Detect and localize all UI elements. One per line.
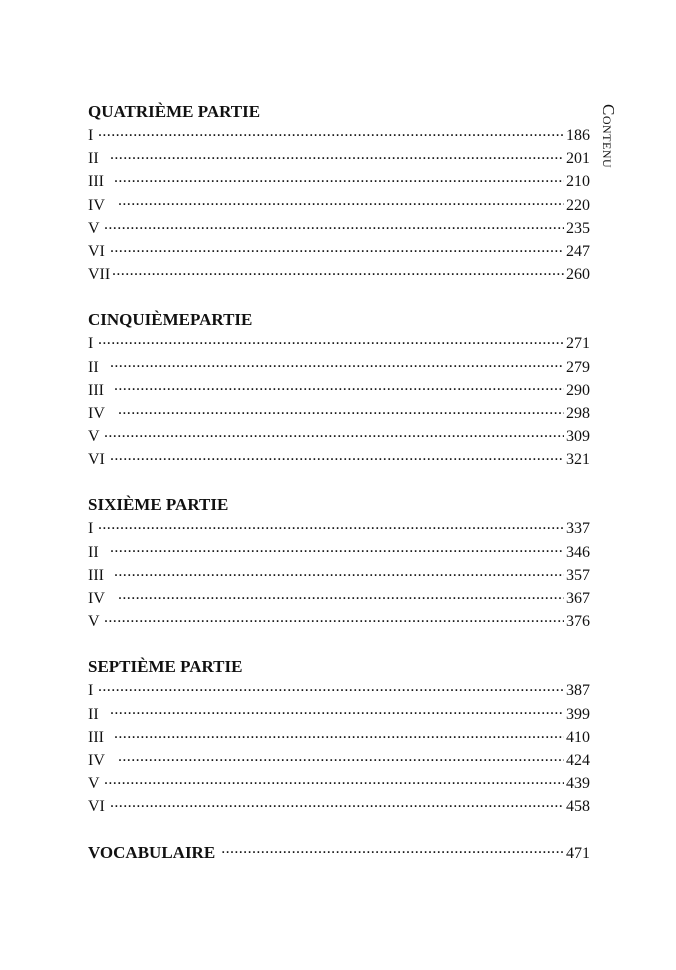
dot-leader: [114, 564, 564, 580]
entry-label: IV: [88, 196, 105, 214]
dot-leader: [98, 517, 564, 533]
toc-entry[interactable]: [88, 240, 590, 263]
entry-page-number: 260: [566, 266, 590, 284]
entry-page-number: 410: [566, 728, 590, 746]
toc-entry[interactable]: [88, 332, 590, 355]
dot-leader: [118, 587, 564, 603]
entry-label: IV: [88, 404, 105, 422]
entry-page-number: 247: [566, 242, 590, 260]
dot-leader: [104, 217, 564, 233]
dot-leader: [118, 749, 564, 765]
dot-leader: [110, 795, 564, 811]
toc-section-septieme: [88, 655, 590, 818]
entry-label: V: [88, 613, 100, 631]
entry-page-number: 220: [566, 196, 590, 214]
dot-leader: [110, 448, 564, 464]
toc-entry[interactable]: [88, 448, 590, 471]
toc-entry[interactable]: [88, 124, 590, 147]
entry-label: V: [88, 219, 100, 237]
entry-page-number: 357: [566, 566, 590, 584]
dot-leader: [98, 124, 564, 140]
section-title: CINQUIÈMEPARTIE: [88, 310, 253, 330]
toc-entry[interactable]: [88, 194, 590, 217]
entry-page-number: 424: [566, 751, 590, 769]
toc-entry[interactable]: [88, 703, 590, 726]
entry-label: V: [88, 775, 100, 793]
entry-page-number: 309: [566, 428, 590, 446]
dot-leader: [104, 610, 564, 626]
entry-page-number: 387: [566, 682, 590, 700]
entry-label: I: [88, 520, 94, 538]
entry-label: IV: [88, 751, 105, 769]
dot-leader: [110, 703, 564, 719]
dot-leader: [110, 541, 564, 557]
vocabulary-page-number: 471: [566, 844, 590, 862]
entry-page-number: 399: [566, 705, 590, 723]
dot-leader: [112, 263, 564, 279]
toc-entry[interactable]: [88, 541, 590, 564]
entry-page-number: 279: [566, 358, 590, 376]
toc-entry[interactable]: [88, 772, 590, 795]
entry-label: VI: [88, 451, 105, 469]
toc-entry[interactable]: [88, 726, 590, 749]
entry-label: V: [88, 428, 100, 446]
toc-entry[interactable]: [88, 610, 590, 633]
toc-entry[interactable]: [88, 379, 590, 402]
entry-page-number: 321: [566, 451, 590, 469]
entry-label: I: [88, 682, 94, 700]
entry-label: I: [88, 127, 94, 144]
entry-page-number: 439: [566, 775, 590, 793]
dot-leader: [118, 402, 564, 418]
dot-leader: [104, 425, 564, 441]
entry-label: II: [88, 705, 99, 723]
table-of-contents: [88, 100, 590, 865]
section-title: SEPTIÈME PARTIE: [88, 657, 243, 677]
dot-leader: [118, 194, 564, 210]
entry-page-number: 298: [566, 404, 590, 422]
toc-entry-vocabulaire[interactable]: [88, 841, 590, 865]
entry-page-number: 337: [566, 520, 590, 538]
entry-label: VI: [88, 798, 105, 816]
toc-entry[interactable]: [88, 749, 590, 772]
dot-leader: [114, 170, 564, 186]
toc-entry[interactable]: [88, 795, 590, 818]
entry-label: III: [88, 381, 104, 399]
dot-leader: [104, 772, 564, 788]
dot-leader: [98, 679, 564, 695]
entry-page-number: 201: [566, 150, 590, 168]
running-head: Contenu: [599, 104, 618, 169]
entry-label: II: [88, 150, 99, 168]
toc-entry[interactable]: [88, 170, 590, 193]
entry-page-number: 235: [566, 219, 590, 237]
entry-label: II: [88, 358, 99, 376]
toc-entry[interactable]: [88, 425, 590, 448]
toc-entry[interactable]: [88, 217, 590, 240]
entry-page-number: 186: [566, 127, 590, 144]
entry-page-number: 210: [566, 173, 590, 191]
entry-label: III: [88, 173, 104, 191]
entry-label: VII: [88, 266, 111, 284]
toc-entry[interactable]: [88, 356, 590, 379]
entry-label: II: [88, 543, 99, 561]
toc-entry[interactable]: [88, 263, 590, 286]
toc-entry[interactable]: [88, 564, 590, 587]
dot-leader: [98, 332, 564, 348]
dot-leader: [114, 726, 564, 742]
entry-label: I: [88, 335, 94, 353]
dot-leader: [221, 842, 564, 858]
entry-page-number: 458: [566, 798, 590, 816]
entry-page-number: 346: [566, 543, 590, 561]
dot-leader: [110, 240, 564, 256]
toc-entry[interactable]: [88, 587, 590, 610]
dot-leader: [114, 379, 564, 395]
entry-page-number: 271: [566, 335, 590, 353]
dot-leader: [110, 147, 564, 163]
toc-entry[interactable]: [88, 517, 590, 540]
entry-label: III: [88, 728, 104, 746]
dot-leader: [110, 356, 564, 372]
entry-page-number: 376: [566, 613, 590, 631]
entry-label: VI: [88, 242, 105, 260]
toc-entry[interactable]: [88, 402, 590, 425]
toc-section-cinquieme: [88, 308, 590, 471]
entry-page-number: 290: [566, 381, 590, 399]
toc-entry[interactable]: [88, 147, 590, 170]
section-title: QUATRIÈME PARTIE: [88, 102, 261, 121]
entry-label: IV: [88, 590, 105, 607]
section-title: SIXIÈME PARTIE: [88, 495, 229, 515]
toc-entry[interactable]: [88, 679, 590, 702]
entry-label: III: [88, 566, 104, 584]
vocabulary-title: VOCABULAIRE: [88, 842, 216, 862]
toc-section-sixieme: [88, 493, 590, 633]
toc-section-quatrieme: [88, 100, 590, 286]
entry-page-number: 367: [566, 590, 590, 607]
